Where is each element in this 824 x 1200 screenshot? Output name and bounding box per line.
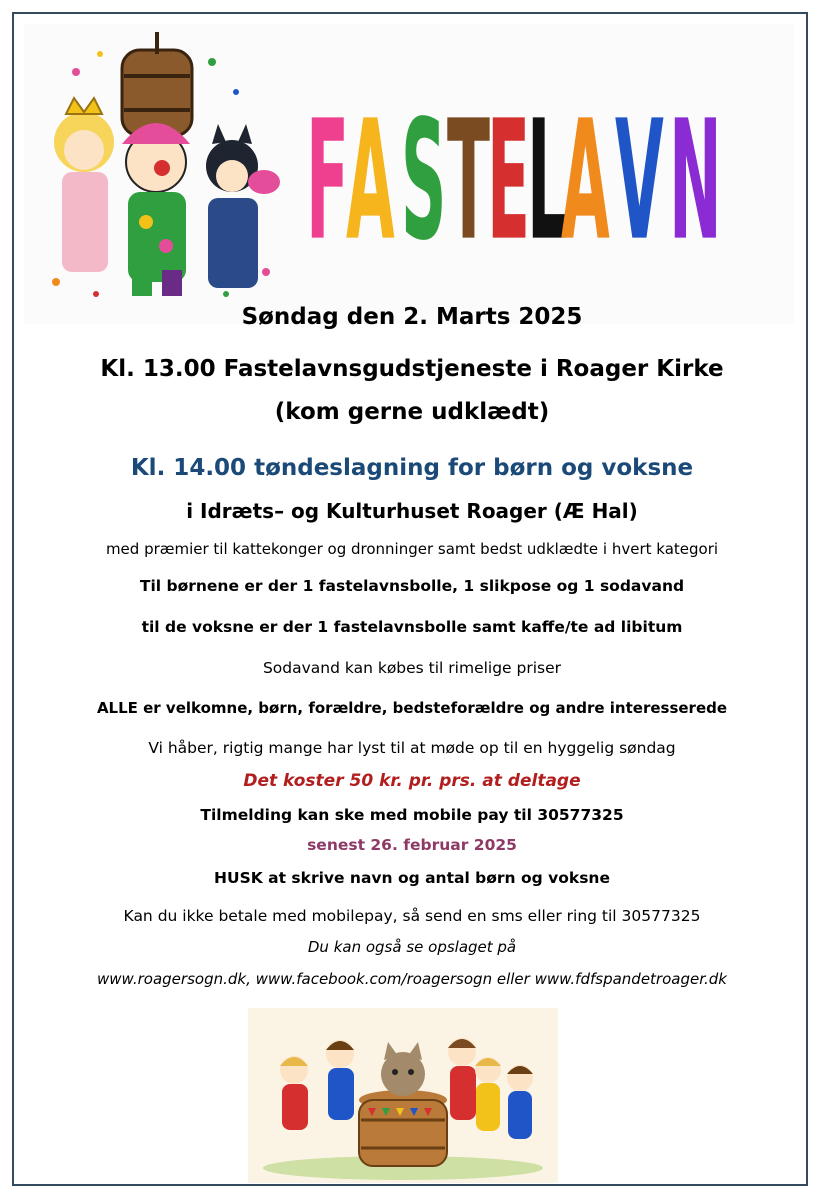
soda-text: Sodavand kan købes til rimelige priser (262, 659, 562, 677)
event-date: Søndag den 2. Marts 2025 (241, 304, 583, 330)
title-letter: E (486, 85, 530, 278)
title-letter: L (527, 85, 568, 278)
website-links: www.roagersogn.dk, www.facebook.com/roagersogn eller www.fdfspandetroager.dk (97, 970, 727, 988)
alt-payment-text: Kan du ikke betale med mobilepay, så send en sms eller ring til 30577325 (123, 907, 701, 925)
church-service: Kl. 13.00 Fastelavnsgudstjeneste i Roager Kirke (100, 356, 724, 382)
prizes-text: med præmier til kattekonger og dronninger samt bedst udklædte i hvert kategori (105, 540, 719, 558)
title-letter: A (561, 85, 610, 278)
costume-note: (kom gerne udklædt) (274, 399, 550, 425)
title-letter: N (669, 85, 722, 278)
children-with-cat-barrel-image (248, 1008, 558, 1183)
see-also-text: Du kan også se opslaget på (307, 938, 517, 956)
header-banner (24, 24, 794, 324)
title-letter: A (346, 85, 396, 278)
title-letter: S (400, 85, 446, 278)
children-barrel-illustration (248, 1008, 558, 1183)
deadline-text: senest 26. februar 2025 (307, 836, 517, 854)
title-letter: F (306, 85, 350, 278)
title-letter: T (446, 85, 490, 278)
kids-text: Til børnene er der 1 fastelavnsbolle, 1 slikpose og 1 sodavand (139, 577, 685, 595)
poster-frame (12, 12, 808, 1186)
price-text: Det koster 50 kr. pr. prs. at deltage (243, 771, 581, 791)
title-fastelavn (306, 84, 733, 278)
title-letter: V (615, 85, 664, 278)
remember-text: HUSK at skrive navn og antal børn og voksne (214, 869, 610, 887)
carnival-characters-illustration (36, 32, 296, 312)
signup-text: Tilmelding kan ske med mobile pay til 30577325 (200, 806, 624, 824)
barrel-event: Kl. 14.00 tøndeslagning for børn og voksne (130, 455, 694, 481)
welcome-text: ALLE er velkomne, børn, forældre, bedsteforældre og andre interesserede (96, 699, 728, 717)
adults-text: til de voksne er der 1 fastelavnsbolle samt kaffe/te ad libitum (141, 618, 683, 636)
hope-text: Vi håber, rigtig mange har lyst til at møde op til en hyggelig søndag (148, 739, 676, 757)
venue: i Idræts– og Kulturhuset Roager (Æ Hal) (186, 499, 638, 523)
